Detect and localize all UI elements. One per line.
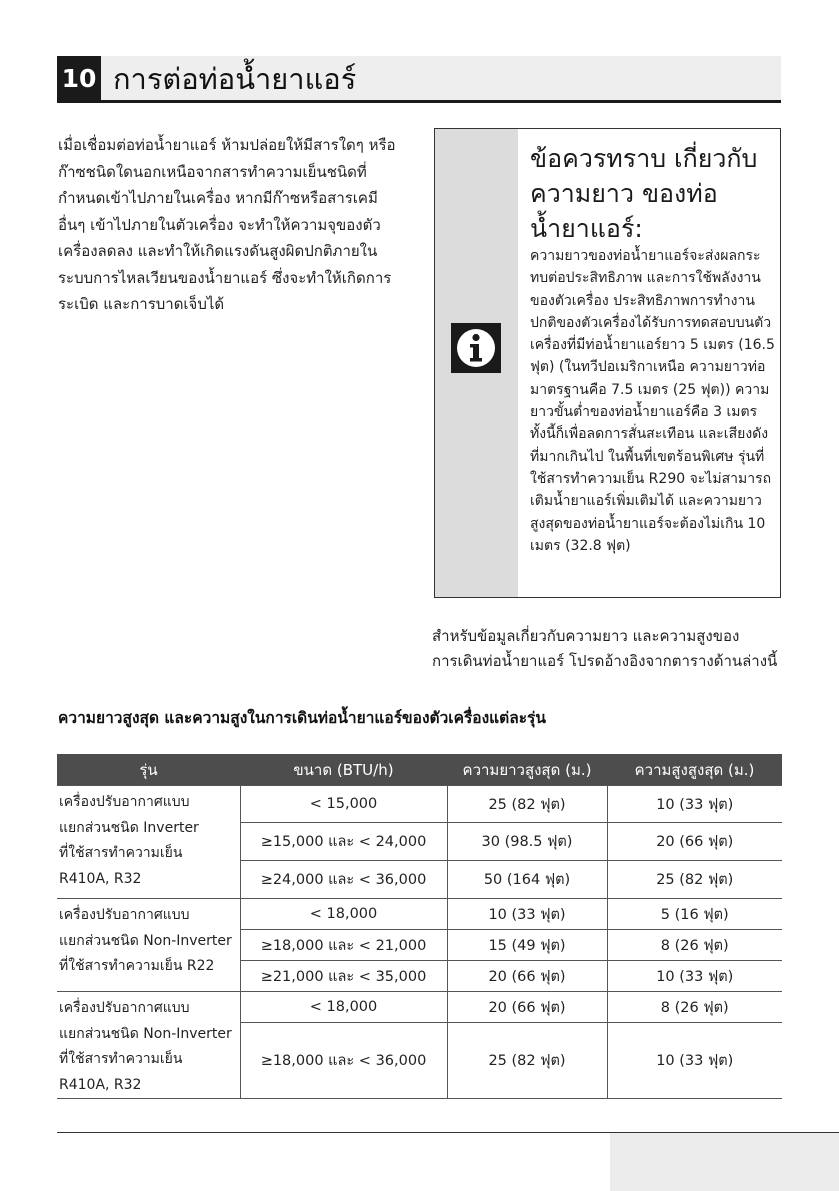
length-cell: 20 (66 ฟุต) [447,961,607,992]
pipe-length-table [57,754,782,1099]
table-row [57,786,782,823]
model-cell [57,786,240,899]
model-line: แยกส่วนชนิด Non-Inverter [59,1025,232,1042]
model-line: R410A, R32 [59,1076,142,1093]
size-cell: < 18,000 [240,992,447,1023]
section-header [57,56,781,102]
height-cell: 10 (33 ฟุต) [607,1023,782,1099]
page-title: การต่อท่อน้ำยาแอร์ [113,62,357,96]
length-cell: 10 (33 ฟุต) [447,899,607,930]
model-line: เครื่องปรับอากาศแบบ [59,907,190,923]
footer-page-box [610,1133,839,1191]
length-cell: 20 (66 ฟุต) [447,992,607,1023]
length-cell: 30 (98.5 ฟุต) [447,823,607,861]
header-underline [57,100,781,103]
table-row [57,899,782,930]
model-line: R410A, R32 [59,870,142,887]
model-cell [57,992,240,1099]
height-cell: 8 (26 ฟุต) [607,992,782,1023]
info-icon [451,323,501,373]
height-cell: 25 (82 ฟุต) [607,861,782,899]
info-note-box [434,128,781,598]
length-cell: 50 (164 ฟุต) [447,861,607,899]
table-row [57,992,782,1023]
reference-paragraph [432,624,812,674]
size-cell: ≥21,000 และ < 35,000 [240,961,447,992]
header-size: ขนาด (BTU/h) [240,754,447,786]
height-cell: 10 (33 ฟุต) [607,961,782,992]
section-number: 10 [57,56,101,102]
intro-paragraph [58,132,403,318]
size-cell: ≥18,000 และ < 36,000 [240,1023,447,1099]
model-line: แยกส่วนชนิด Non-Inverter [59,932,232,949]
height-cell: 10 (33 ฟุต) [607,786,782,823]
length-cell: 25 (82 ฟุต) [447,1023,607,1099]
model-line: ที่ใช้สารทำความเย็น [59,1051,183,1067]
model-line: ที่ใช้สารทำความเย็น R22 [59,958,215,974]
size-cell: ≥18,000 และ < 21,000 [240,930,447,961]
reference-line-2: การเดินท่อน้ำยาแอร์ โปรดอ้างอิงจากตารางด้านล่างนี้ [432,652,778,670]
height-cell: 8 (26 ฟุต) [607,930,782,961]
size-cell: ≥15,000 และ < 24,000 [240,823,447,861]
header-max-length: ความยาวสูงสุด (ม.) [447,754,607,786]
height-cell: 20 (66 ฟุต) [607,823,782,861]
length-cell: 25 (82 ฟุต) [447,786,607,823]
model-line: เครื่องปรับอากาศแบบ [59,794,190,810]
model-line: เครื่องปรับอากาศแบบ [59,1000,190,1016]
header-model: รุ่น [57,754,240,786]
note-text: ความยาวของท่อน้ำยาแอร์จะส่งผลกระทบต่อประสิทธิภาพ และการใช้พลังงานของตัวเครื่อง ประสิทธิภาพการทำงานปกติของตัวเครื่องได้รับการทดสอบบนตัวเครื่องที่มีท่อน้ำยาแอร์ยาว 5 เมตร (16.5 ฟุต) (ในทวีปอเมริกาเหนือ ความยาวท่อมาตรฐานคือ 7.5 เมตร (25 ฟุต)) ความยาวขั้นต่ำของท่อน้ำยาแอร์คือ 3 เมตร ทั้งนี้ก็เพื่อลดการสั่นสะเทือน และเสียงดังที่มากเกินไป ในพื้นที่เขตร้อนพิเศษ รุ่นที่ใช้สารทำความเย็น R290 จะไม่สามารถเติมน้ำยาแอร์เพิ่มเติมได้ และความยาวสูงสุดของท่อน้ำยาแอร์จะต้องไม่เกิน 10 เมตร (32.8 ฟุต) [530,248,775,554]
table-heading: ความยาวสูงสุด และความสูงในการเดินท่อน้ำยาแอร์ของตัวเครื่องแต่ละรุ่น [58,709,546,727]
size-cell: ≥24,000 และ < 36,000 [240,861,447,899]
size-cell: < 18,000 [240,899,447,930]
height-cell: 5 (16 ฟุต) [607,899,782,930]
intro-text: เมื่อเชื่อมต่อท่อน้ำยาแอร์ ห้ามปล่อยให้มีสารใดๆ หรือก๊าซชนิดใดนอกเหนือจากสารทำความเย็นชนิดที่กำหนดเข้าไปภายในเครื่อง หากมีก๊าซหรือสารเคมีอื่นๆ เข้าไปภายในตัวเครื่อง จะทำให้ความจุของตัวเครื่องลดลง และทำให้เกิดแรงดันสูงผิดปกติภายในระบบการไหลเวียนของน้ำยาแอร์ ซึ่งจะทำให้เกิดการระเบิด และการบาดเจ็บได้ [58,136,396,313]
note-title: ข้อควรทราบ เกี่ยวกับความยาว ของท่อน้ำยาแอร์: [530,144,758,243]
size-cell: < 15,000 [240,786,447,823]
header-max-height: ความสูงสูงสุด (ม.) [607,754,782,786]
table-header-row [57,754,782,786]
model-cell [57,899,240,992]
model-line: ที่ใช้สารทำความเย็น [59,845,183,861]
reference-line-1: สำหรับข้อมูลเกี่ยวกับความยาว และความสูงของ [432,627,740,645]
model-line: แยกส่วนชนิด Inverter [59,819,199,836]
length-cell: 15 (49 ฟุต) [447,930,607,961]
